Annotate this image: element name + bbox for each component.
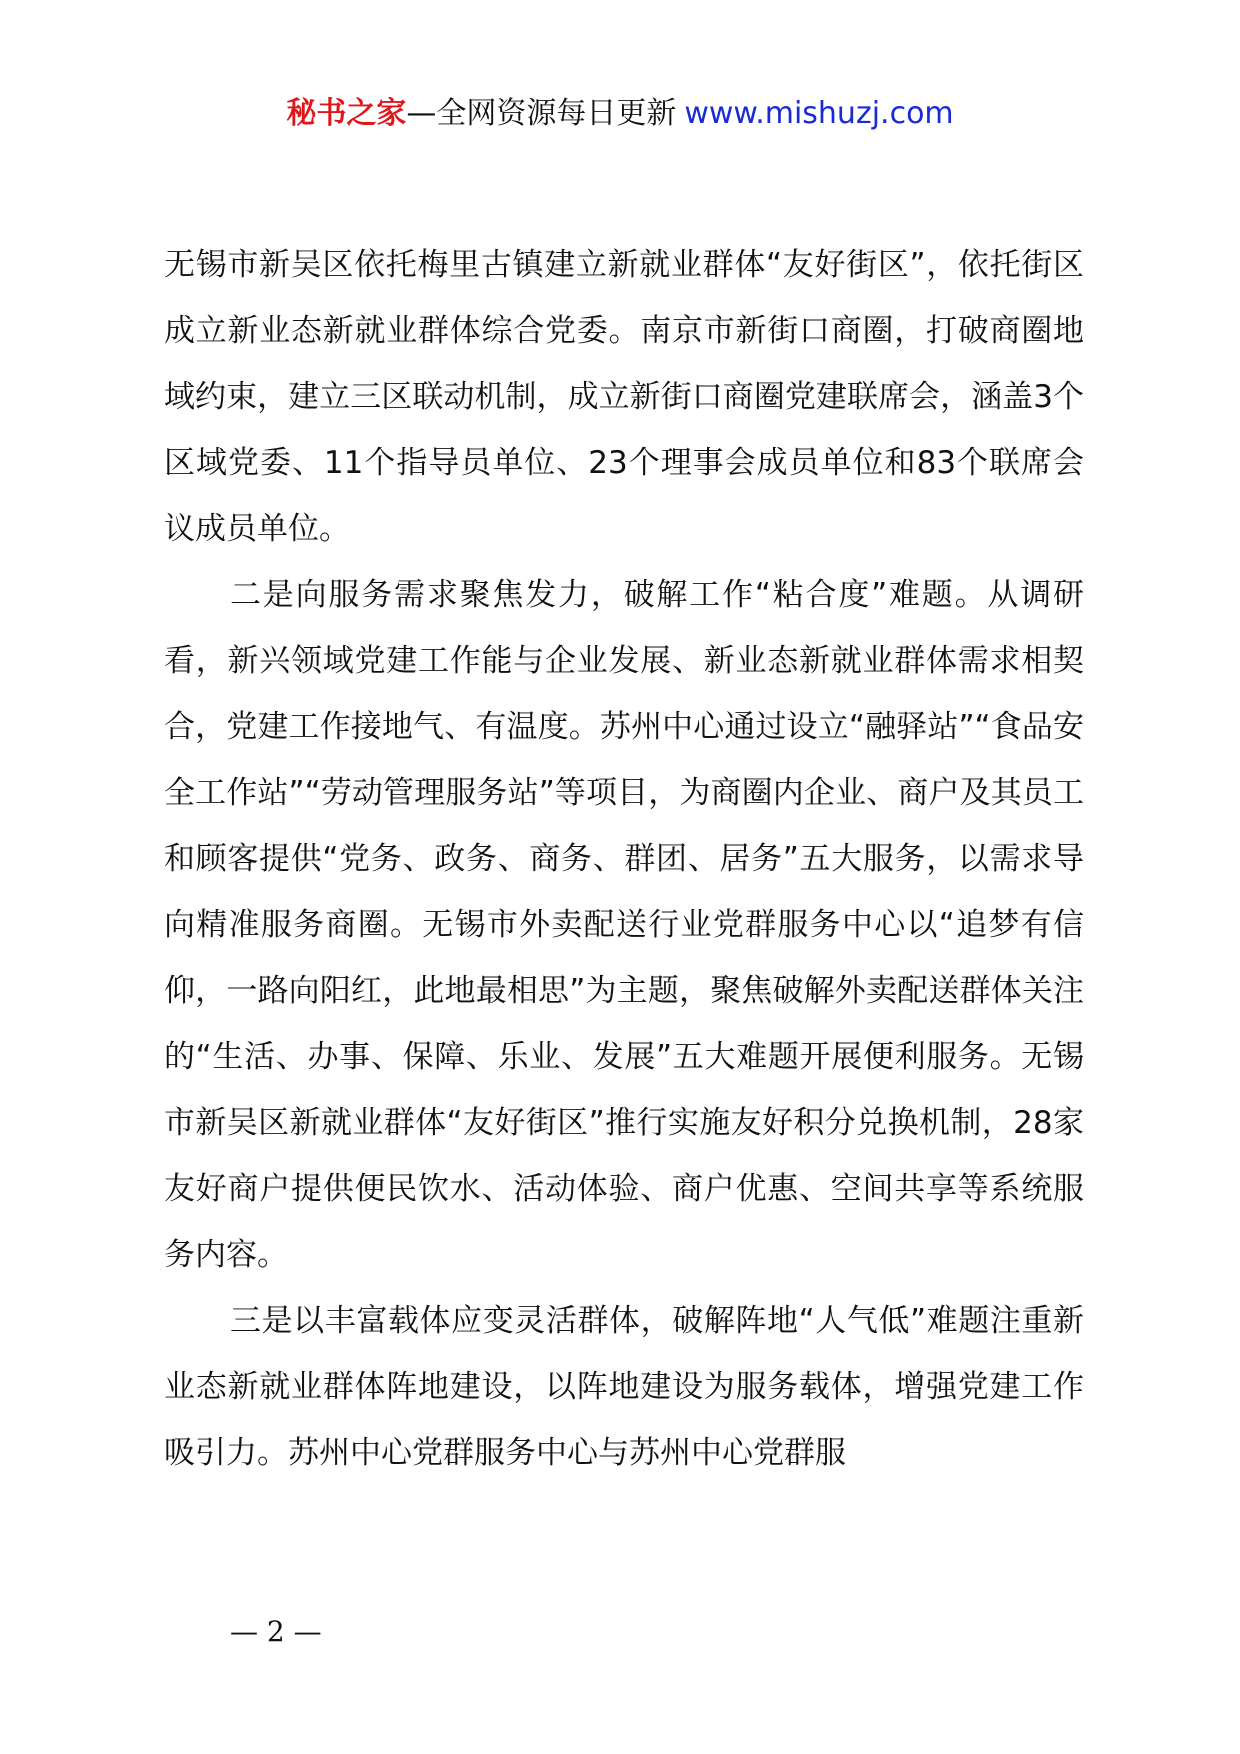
paragraph-1: 无锡市新吴区依托梅里古镇建立新就业群体“友好街区”，依托街区成立新业态新就业群体综合党委。南京市新街口商圈，打破商圈地域约束，建立三区联动机制，成立新街口商圈党建联席会，涵盖3个区域党委、11个指导员单位、23个理事会成员单位和83个联席会议成员单位。: [164, 247, 1084, 547]
header-tagline: —全网资源每日更新: [406, 96, 677, 131]
page-number: — 2 —: [230, 1615, 322, 1648]
site-header: [0, 94, 1240, 134]
paragraph-3: 三是以丰富载体应变灵活群体，破解阵地“人气低”难题注重新业态新就业群体阵地建设，以阵地建设为服务载体，增强党建工作吸引力。苏州中心党群服务中心与苏州中心党群服: [164, 1303, 1084, 1471]
document-body: [164, 232, 1084, 1486]
site-url-link[interactable]: www.mishuzj.com: [684, 96, 954, 131]
brand-name: 秘书之家: [286, 96, 407, 131]
paragraph-2: 二是向服务需求聚焦发力，破解工作“粘合度”难题。从调研看，新兴领域党建工作能与企业发展、新业态新就业群体需求相契合，党建工作接地气、有温度。苏州中心通过设立“融驿站”“食品安全工作站”“劳动管理服务站”等项目，为商圈内企业、商户及其员工和顾客提供“党务、政务、商务、群团、居务”五大服务，以需求导向精准服务商圈。无锡市外卖配送行业党群服务中心以“追梦有信仰，一路向阳红，此地最相思”为主题，聚焦破解外卖配送群体关注的“生活、办事、保障、乐业、发展”五大难题开展便利服务。无锡市新吴区新就业群体“友好街区”推行实施友好积分兑换机制，28家友好商户提供便民饮水、活动体验、商户优惠、空间共享等系统服务内容。: [164, 577, 1084, 1273]
